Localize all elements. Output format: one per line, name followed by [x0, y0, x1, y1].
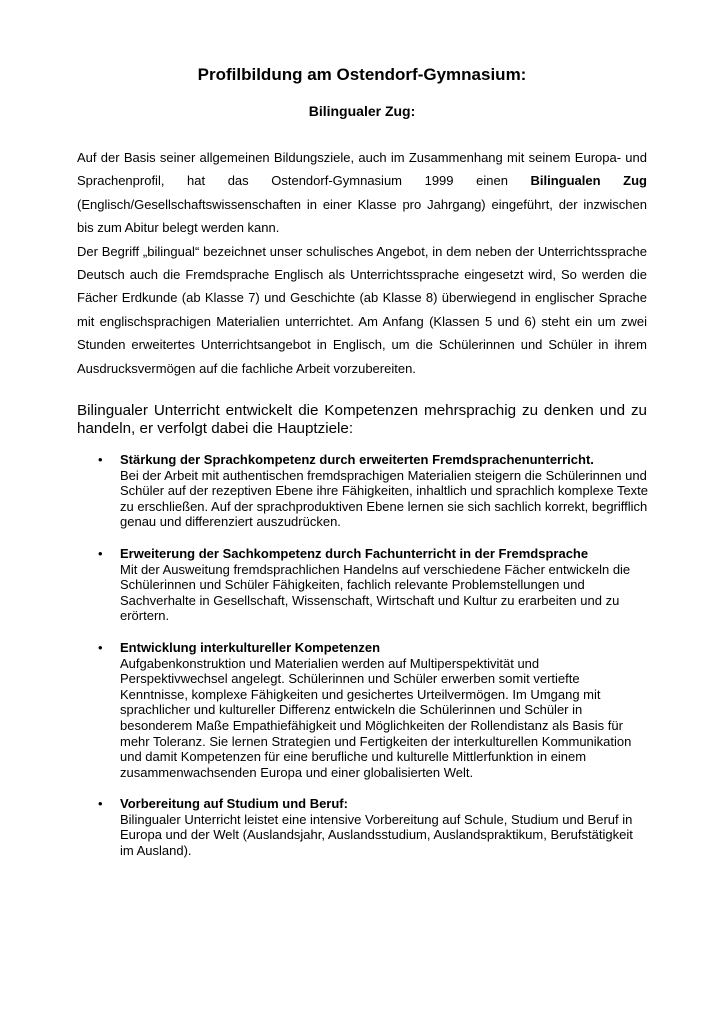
intro-paragraph-2: Der Begriff „bilingual“ bezeichnet unser schulisches Angebot, in dem neben der Unterrichtssprache Deutsch auch die Fremdsprache Englisch als Unterrichtssprache eingesetzt wird, So werden die Fächer Erdkunde (ab Klasse 7) und Geschichte (ab Klasse 8) überwiegend in englischer Sprache mit englischsprachigen Materialien unterrichtet. Am Anfang (Klassen 5 und 6) steht ein um zwei Stunden erweitertes Unterrichtsangebot in Englisch, um die Schülerinnen und Schüler in ihrem Ausdrucksvermögen auf die fachliche Arbeit vorzubereiten.: [77, 243, 647, 376]
intro-paragraph-1-text-a: Auf der Basis seiner allgemeinen Bildungsziele, auch im Zusammenhang mit seinem Europa- und Sprachenprofil, hat das Ostendorf-Gymnasium 1999 einen: [77, 150, 647, 189]
goal-description: Bei der Arbeit mit authentischen fremdsprachigen Materialien steigern die Schülerinnen und Schüler auf der rezeptiven Ebene ihre Fähigkeiten, inhaltlich und sprachlich komplexe Texte zu erschließen. Auf der sprachproduktiven Ebene lernen sie sich sachlich korrekt, begrifflich genau und differenziert auszudrücken.: [120, 467, 649, 530]
intro-paragraph-1: [77, 146, 647, 240]
intro-paragraph-1-text-b: (Englisch/Gesellschaftswissenschaften in einer Klasse pro Jahrgang) eingeführt, der inzwischen bis zum Abitur belegt werden kann.: [77, 196, 647, 236]
goal-description: Mit der Ausweitung fremdsprachlichen Handelns auf verschiedene Fächer entwickeln die Schülerinnen und Schüler Fähigkeiten, fachlich relevante Problemstellungen und Sachverhalte in Gesellschaft, Wissenschaft, Wirtschaft und Kultur zu erarbeiten und zu erörtern.: [120, 561, 631, 624]
goal-title: Entwicklung interkultureller Kompetenzen: [120, 639, 381, 655]
goal-item-intercultural-competence: [0, 640, 650, 780]
goal-description: Aufgabenkonstruktion und Materialien werden auf Multiperspektivität und Perspektivwechsel angelegt. Schülerinnen und Schüler erwerben somit vertiefte Kenntnisse, komplexe Fähigkeiten und gesichertes Urteilvermögen. Im Umgang mit sprachlicher und kultureller Differenz entwickeln die Schülerinnen und Schüler in besonderem Maße Empathiefähigkeit und Möglichkeiten der Rollendistanz als Basis für mehr Toleranz. Sie lernen Strategien und Fertigkeiten der interkulturellen Kommunikation und damit Kompetenzen für eine berufliche und kulturelle Mittlerfunktion in einem zusammenwachsenden Europa und einer globalisierten Welt.: [120, 655, 632, 780]
goal-item-subject-competence: [0, 546, 650, 624]
bullet-icon: •: [98, 452, 103, 467]
intro-section: [77, 146, 647, 380]
bullet-icon: •: [98, 796, 103, 812]
goal-description: Bilingualer Unterricht leistet eine intensive Vorbereitung auf Schule, Studium und Beruf in Europa und der Welt (Auslandsjahr, Auslandsstudium, Auslandspraktikum, Berufstätigkeit im Ausland).: [120, 811, 633, 859]
goals-lead-paragraph: Bilingualer Unterricht entwickelt die Kompetenzen mehrsprachig zu denken und zu handeln, er verfolgt dabei die Hauptziele:: [77, 402, 647, 437]
goal-title: Erweiterung der Sachkompetenz durch Fachunterricht in der Fremdsprache: [120, 545, 589, 561]
goal-title: Vorbereitung auf Studium und Beruf:: [120, 796, 348, 812]
intro-paragraph-1-emphasis: Bilingualen Zug: [530, 173, 647, 189]
goal-item-language-competence: [0, 452, 650, 530]
document-subtitle: Bilingualer Zug:: [308, 103, 416, 119]
goal-title: Stärkung der Sprachkompetenz durch erweiterten Fremdsprachenunterricht.: [120, 452, 594, 467]
bullet-icon: •: [98, 639, 103, 655]
goal-item-study-career-preparation: [0, 796, 650, 858]
document-title: Profilbildung am Ostendorf-Gymnasium:: [197, 65, 527, 84]
goals-list: [0, 452, 724, 859]
bullet-icon: •: [98, 545, 103, 561]
